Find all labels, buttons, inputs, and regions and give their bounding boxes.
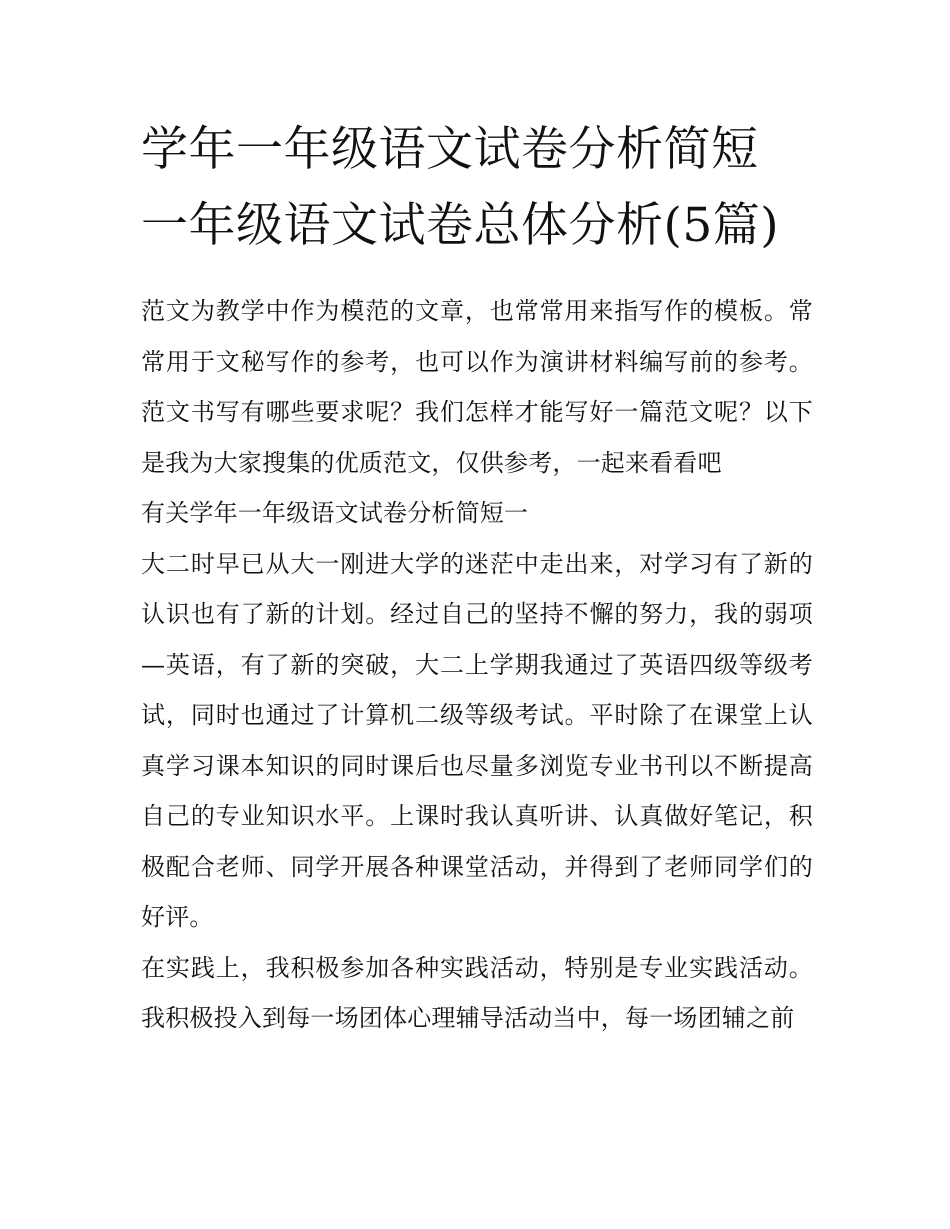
body-paragraph-2: 在实践上，我积极参加各种实践活动，特别是专业实践活动。我积极投入到每一场团体心理辅导活动当中，每一场团辅之前: [141, 953, 813, 1032]
document-title: 学年一年级语文试卷分析简短一年级语文试卷总体分析(5篇): [141, 122, 780, 253]
document-content: [141, 112, 813, 1044]
section-heading: 有关学年一年级语文试卷分析简短一: [141, 499, 529, 527]
intro-paragraph: 范文为教学中作为模范的文章，也常常用来指写作的模板。常常用于文秘写作的参考，也可以作为演讲材料编写前的参考。范文书写有哪些要求呢？我们怎样才能写好一篇范文呢？以下是我为大家搜集的优质范文，仅供参考，一起来看看吧: [141, 297, 813, 477]
body-paragraph-1: 大二时早已从大一刚进大学的迷茫中走出来，对学习有了新的认识也有了新的计划。经过自己的坚持不懈的努力，我的弱项—英语，有了新的突破，大二上学期我通过了英语四级等级考试，同时也通过了计算机二级等级考试。平时除了在课堂上认真学习课本知识的同时课后也尽量多浏览专业书刊以不断提高自己的专业知识水平。上课时我认真听讲、认真做好笔记，积极配合老师、同学开展各种课堂活动，并得到了老师同学们的好评。: [141, 549, 813, 931]
